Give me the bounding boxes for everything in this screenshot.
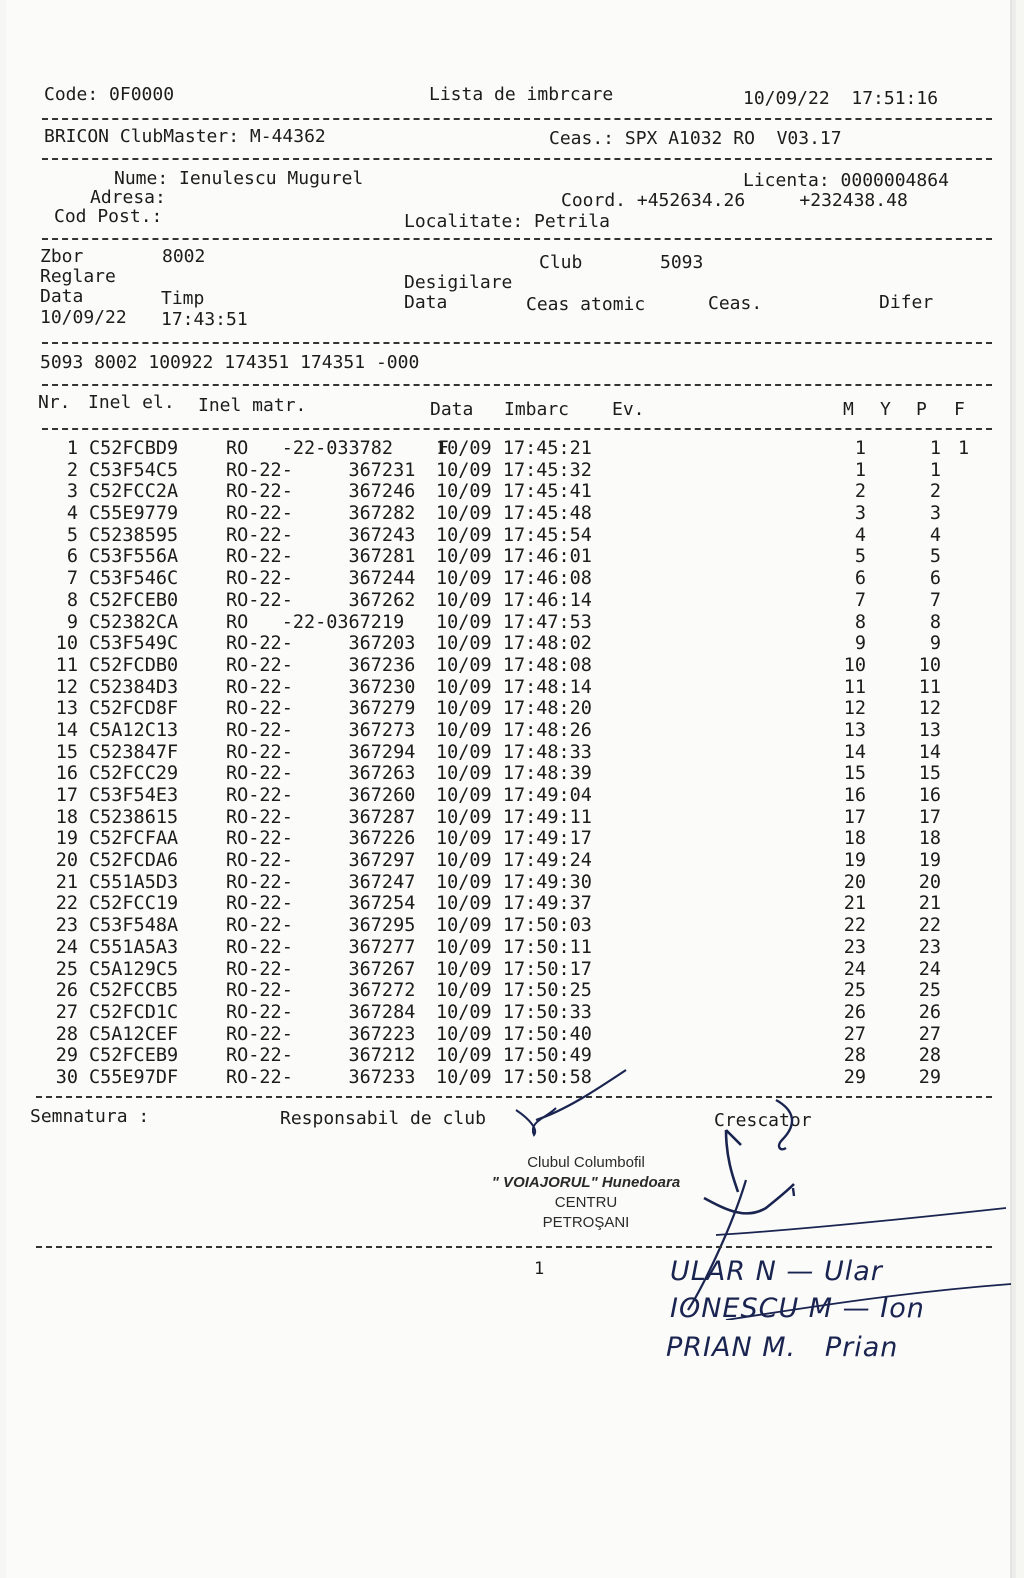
page-number: 1 (534, 1259, 545, 1279)
row-m: 2 (854, 481, 866, 503)
row-m: 15 (843, 763, 866, 785)
row-m: 25 (843, 980, 866, 1002)
row-registration-ring: RO-22- 367223 (226, 1023, 416, 1045)
row-p: 4 (929, 524, 941, 546)
row-p: 12 (918, 698, 941, 720)
row-nr: 17 (55, 785, 78, 806)
row-registration-ring: RO-22- 367260 (226, 785, 416, 806)
row-basket-datetime: 10/09 17:49:24 (436, 850, 592, 872)
table-row (6, 460, 1010, 482)
header-m: M (843, 399, 854, 420)
stamp-line-1: Clubul Columbofil (527, 1154, 645, 1171)
header-inel-matr: Inel matr. (198, 395, 307, 416)
row-basket-datetime: 10/09 17:50:40 (436, 1023, 592, 1045)
table-row (6, 807, 1010, 829)
row-m: 3 (854, 503, 866, 525)
row-registration-ring: RO-22- 367226 (226, 828, 416, 850)
row-nr: 5 (66, 524, 78, 546)
row-m: 5 (854, 546, 866, 568)
row-electronic-ring: C5A129C5 (89, 958, 179, 980)
row-registration-ring: RO-22- 367279 (226, 698, 416, 720)
row-m: 4 (854, 524, 866, 546)
row-nr: 15 (55, 741, 78, 763)
row-electronic-ring: C52FCD8F (89, 698, 179, 720)
row-registration-ring: RO-22- 367233 (226, 1066, 416, 1088)
table-row (6, 546, 1010, 568)
row-nr: 4 (66, 503, 78, 525)
row-basket-datetime: 10/09 17:47:53 (436, 611, 592, 633)
row-nr: 22 (55, 893, 78, 915)
header-nr: Nr. (38, 392, 71, 413)
zbor-value: 8002 (162, 246, 206, 267)
divider (42, 118, 992, 120)
row-m: 6 (854, 568, 866, 590)
row-m: 8 (854, 611, 866, 633)
header-f: F (954, 399, 965, 420)
handwritten-line-2: IONESCU M — Ion (670, 1293, 925, 1324)
handwritten-line-1: ULAR N — Ular (670, 1256, 883, 1287)
print-datetime: 10/09/22 17:51:16 (743, 88, 939, 109)
row-nr: 12 (55, 676, 78, 698)
row-electronic-ring: C55E97DF (89, 1066, 179, 1088)
row-p: 11 (918, 676, 941, 698)
row-registration-ring: RO-22- 367295 (226, 915, 416, 937)
row-basket-datetime: 10/09 17:45:48 (436, 503, 592, 525)
header-data: Data (430, 399, 474, 420)
row-p: 14 (918, 741, 941, 763)
divider (42, 384, 992, 386)
row-m: 14 (843, 741, 866, 763)
row-nr: 27 (55, 1001, 78, 1023)
row-nr: 18 (55, 806, 78, 828)
owner-locality: Localitate: Petrila (404, 211, 610, 232)
owner-coordinates: Coord. +452634.26 +232438.48 (561, 190, 908, 211)
breeder-label: Crescator (714, 1110, 812, 1131)
row-basket-datetime: 10/09 17:49:17 (436, 828, 592, 850)
desigilare-data-label: Data (404, 292, 448, 313)
row-registration-ring: RO-22- 367294 (226, 741, 416, 763)
table-row (6, 1024, 1010, 1046)
row-m: 29 (843, 1066, 866, 1088)
row-nr: 1 (66, 438, 78, 459)
table-row (6, 525, 1010, 547)
row-registration-ring: RO-22- 367272 (226, 980, 416, 1002)
row-registration-ring: RO-22- 367262 (226, 589, 416, 611)
row-m: 20 (843, 871, 866, 893)
row-electronic-ring: C52FCCB5 (89, 980, 179, 1002)
row-electronic-ring: C52FCEB9 (89, 1045, 179, 1067)
row-m: 18 (843, 828, 866, 850)
row-p: 17 (918, 806, 941, 828)
row-electronic-ring: C52384D3 (89, 676, 179, 698)
row-m: 11 (843, 676, 866, 698)
row-basket-datetime: 10/09 17:50:58 (436, 1066, 592, 1088)
row-m: 19 (843, 850, 866, 872)
handwritten-line-3: PRIAN M. Prian (666, 1332, 899, 1363)
basketing-table (6, 438, 1010, 1089)
row-basket-datetime: 10/09 17:46:01 (436, 546, 592, 568)
row-p: 3 (929, 503, 941, 525)
row-nr: 23 (55, 915, 78, 937)
row-registration-ring: RO-22- 367284 (226, 1001, 416, 1023)
row-basket-datetime: 10/09 17:50:17 (436, 958, 592, 980)
row-basket-datetime: 10/09 17:50:33 (436, 1001, 592, 1023)
row-p: 6 (929, 568, 941, 590)
row-nr: 8 (66, 589, 78, 611)
row-p: 22 (918, 915, 941, 937)
stamp-line-4: PETROŞANI (542, 1214, 630, 1231)
table-row (6, 503, 1010, 525)
row-p: 1 (929, 459, 941, 481)
row-electronic-ring: C52FCC19 (89, 893, 179, 915)
row-m: 23 (843, 936, 866, 958)
reglare-label: Reglare (40, 266, 116, 287)
owner-name: Nume: Ienulescu Mugurel (114, 168, 364, 189)
row-p: 28 (918, 1045, 941, 1067)
row-registration-ring: RO-22- 367254 (226, 893, 416, 915)
row-p: 5 (929, 546, 941, 568)
header-imbarc: Imbarc (504, 399, 570, 420)
row-m: 28 (843, 1045, 866, 1067)
row-p: 27 (918, 1023, 941, 1045)
reglare-time: 17:43:51 (161, 309, 248, 330)
row-registration-ring: RO-22- 367236 (226, 654, 416, 676)
row-nr: 24 (55, 936, 78, 958)
row-nr: 10 (55, 633, 78, 655)
table-row (6, 481, 1010, 503)
signature-label: Semnatura : (30, 1106, 150, 1127)
clock-id: Ceas.: SPX A1032 RO V03.17 (549, 128, 842, 149)
row-p: 29 (918, 1066, 941, 1088)
row-m: 21 (843, 893, 866, 915)
row-m: 17 (843, 806, 866, 828)
club-responsible-label: Responsabil de club (280, 1108, 486, 1129)
row-registration-ring: RO-22- 367212 (226, 1045, 416, 1067)
row-registration-ring: RO-22- 367267 (226, 958, 416, 980)
divider (42, 238, 992, 240)
header-ev: Ev. (612, 399, 645, 420)
row-f: 1 (958, 438, 970, 459)
row-m: 24 (843, 958, 866, 980)
row-registration-ring: RO -22-033782 F (226, 438, 449, 459)
data-label: Data (40, 286, 84, 307)
row-m: 10 (843, 654, 866, 676)
row-electronic-ring: C52FCDA6 (89, 850, 179, 872)
row-p: 7 (929, 589, 941, 611)
table-row (6, 828, 1010, 850)
row-basket-datetime: 10/09 17:50:25 (436, 980, 592, 1002)
row-registration-ring: RO-22- 367247 (226, 871, 416, 893)
club-value: 5093 (660, 252, 704, 273)
table-row (6, 568, 1010, 590)
table-row (6, 438, 1010, 460)
row-basket-datetime: 10/09 17:50:03 (436, 915, 592, 937)
table-row (6, 720, 1010, 742)
row-p: 13 (918, 719, 941, 741)
row-m: 12 (843, 698, 866, 720)
owner-license: Licenta: 0000004864 (743, 170, 949, 191)
table-row (6, 742, 1010, 764)
row-electronic-ring: C53F54E3 (89, 785, 179, 806)
row-p: 9 (929, 633, 941, 655)
row-registration-ring: RO-22- 367230 (226, 676, 416, 698)
row-electronic-ring: C52382CA (89, 611, 179, 633)
table-row (6, 850, 1010, 872)
table-row (6, 590, 1010, 612)
owner-address: Adresa: (90, 187, 166, 208)
row-electronic-ring: C52FCFAA (89, 828, 179, 850)
row-p: 8 (929, 611, 941, 633)
stamp-line-3: CENTRU (554, 1194, 618, 1211)
row-basket-datetime: 10/09 17:49:04 (436, 785, 592, 806)
table-row (6, 785, 1010, 807)
row-registration-ring: RO-22- 367203 (226, 633, 416, 655)
row-basket-datetime: 10/09 17:50:11 (436, 936, 592, 958)
row-electronic-ring: C53F549C (89, 633, 179, 655)
row-registration-ring: RO-22- 367244 (226, 568, 416, 590)
row-nr: 3 (66, 481, 78, 503)
row-registration-ring: RO-22- 367282 (226, 503, 416, 525)
timp-label: Timp (161, 288, 205, 309)
document-title: Lista de imbrcare (429, 84, 614, 105)
row-p: 10 (918, 654, 941, 676)
row-p: 21 (918, 893, 941, 915)
row-basket-datetime: 10/09 17:48:39 (436, 763, 592, 785)
row-registration-ring: RO -22-0367219 (226, 611, 405, 633)
row-basket-datetime: 10/09 17:48:08 (436, 654, 592, 676)
row-electronic-ring: C53F556A (89, 546, 179, 568)
stamp-line-2: " VOIAJORUL" Hunedoara (491, 1174, 681, 1191)
header-y: Y (880, 399, 891, 420)
table-row (6, 633, 1010, 655)
row-m: 16 (843, 785, 866, 806)
table-row (6, 872, 1010, 894)
row-basket-datetime: 10/09 17:46:08 (436, 568, 592, 590)
row-nr: 7 (66, 568, 78, 590)
row-electronic-ring: C52FCC29 (89, 763, 179, 785)
row-nr: 11 (55, 654, 78, 676)
row-m: 13 (843, 719, 866, 741)
row-nr: 28 (55, 1023, 78, 1045)
row-basket-datetime: 10/09 17:49:30 (436, 871, 592, 893)
printed-sheet (6, 0, 1010, 1578)
table-row (6, 1002, 1010, 1024)
row-electronic-ring: C52FCDB0 (89, 654, 179, 676)
row-electronic-ring: C55E9779 (89, 503, 179, 525)
table-row (6, 698, 1010, 720)
table-row (6, 937, 1010, 959)
row-p: 24 (918, 958, 941, 980)
table-row (6, 893, 1010, 915)
row-electronic-ring: C53F548A (89, 915, 179, 937)
row-nr: 21 (55, 871, 78, 893)
divider (42, 158, 992, 160)
row-registration-ring: RO-22- 367243 (226, 524, 416, 546)
header-inel-el: Inel el. (88, 392, 175, 413)
divider (42, 342, 992, 344)
row-basket-datetime: 10/09 17:48:02 (436, 633, 592, 655)
row-electronic-ring: C5A12C13 (89, 719, 179, 741)
ceas-atomic-label: Ceas atomic (526, 294, 646, 315)
code-label: Code: 0F0000 (44, 84, 175, 105)
club-label: Club (539, 252, 583, 273)
row-electronic-ring: C53F546C (89, 568, 179, 590)
row-p: 19 (918, 850, 941, 872)
row-electronic-ring: C52FCEB0 (89, 589, 179, 611)
row-electronic-ring: C5A12CEF (89, 1023, 179, 1045)
row-electronic-ring: C5238595 (89, 524, 179, 546)
divider (36, 1246, 992, 1248)
table-row (6, 655, 1010, 677)
zbor-label: Zbor (40, 246, 84, 267)
flight-code-line: 5093 8002 100922 174351 174351 -000 (40, 352, 420, 373)
row-p: 1 (929, 438, 941, 459)
row-basket-datetime: 10/09 17:45:41 (436, 481, 592, 503)
row-m: 26 (843, 1001, 866, 1023)
row-m: 1 (854, 438, 866, 459)
row-registration-ring: RO-22- 367273 (226, 719, 416, 741)
owner-postal-code: Cod Post.: (54, 206, 163, 227)
row-electronic-ring: C551A5A3 (89, 936, 179, 958)
table-row (6, 980, 1010, 1002)
row-registration-ring: RO-22- 367246 (226, 481, 416, 503)
row-registration-ring: RO-22- 367297 (226, 850, 416, 872)
row-basket-datetime: 10/09 17:48:20 (436, 698, 592, 720)
row-electronic-ring: C52FCD1C (89, 1001, 179, 1023)
row-registration-ring: RO-22- 367281 (226, 546, 416, 568)
row-nr: 29 (55, 1045, 78, 1067)
row-basket-datetime: 10/09 17:48:33 (436, 741, 592, 763)
row-basket-datetime: 10/09 17:46:14 (436, 589, 592, 611)
row-registration-ring: RO-22- 367263 (226, 763, 416, 785)
row-registration-ring: RO-22- 367277 (226, 936, 416, 958)
row-m: 27 (843, 1023, 866, 1045)
row-p: 20 (918, 871, 941, 893)
row-basket-datetime: 10/09 17:45:54 (436, 524, 592, 546)
table-row (6, 763, 1010, 785)
row-nr: 14 (55, 719, 78, 741)
desigilare-label: Desigilare (404, 272, 513, 293)
row-p: 18 (918, 828, 941, 850)
row-nr: 19 (55, 828, 78, 850)
row-nr: 26 (55, 980, 78, 1002)
row-electronic-ring: C52FCC2A (89, 481, 179, 503)
row-p: 15 (918, 763, 941, 785)
row-nr: 30 (55, 1066, 78, 1088)
divider (42, 428, 992, 430)
row-basket-datetime: 10/09 17:50:49 (436, 1045, 592, 1067)
row-m: 1 (854, 459, 866, 481)
row-nr: 25 (55, 958, 78, 980)
table-row (6, 612, 1010, 634)
row-electronic-ring: C53F54C5 (89, 459, 179, 481)
row-m: 22 (843, 915, 866, 937)
row-basket-datetime: 10/09 17:49:37 (436, 893, 592, 915)
row-nr: 2 (66, 459, 78, 481)
table-row (6, 915, 1010, 937)
row-p: 16 (918, 785, 941, 806)
header-p: P (916, 399, 927, 420)
row-basket-datetime: 10/09 17:48:26 (436, 719, 592, 741)
row-basket-datetime: 10/09 17:45:32 (436, 459, 592, 481)
row-electronic-ring: C5238615 (89, 806, 179, 828)
row-electronic-ring: C52FCBD9 (89, 438, 179, 459)
ceas-label: Ceas. (708, 293, 763, 314)
table-row (6, 959, 1010, 981)
clubmaster-id: BRICON ClubMaster: M-44362 (44, 126, 326, 147)
row-p: 23 (918, 936, 941, 958)
row-nr: 9 (66, 611, 78, 633)
row-nr: 6 (66, 546, 78, 568)
row-electronic-ring: C551A5D3 (89, 871, 179, 893)
row-registration-ring: RO-22- 367231 (226, 459, 416, 481)
row-registration-ring: RO-22- 367287 (226, 806, 416, 828)
row-p: 25 (918, 980, 941, 1002)
difer-label: Difer (879, 292, 934, 313)
row-basket-datetime: 10/09 17:48:14 (436, 676, 592, 698)
row-p: 2 (929, 481, 941, 503)
row-electronic-ring: C523847F (89, 741, 179, 763)
row-m: 7 (854, 589, 866, 611)
reglare-date: 10/09/22 (40, 307, 127, 328)
row-nr: 13 (55, 698, 78, 720)
row-basket-datetime: 10/09 17:45:21 (436, 438, 592, 459)
row-nr: 20 (55, 850, 78, 872)
row-nr: 16 (55, 763, 78, 785)
row-m: 9 (854, 633, 866, 655)
row-basket-datetime: 10/09 17:49:11 (436, 806, 592, 828)
table-row (6, 677, 1010, 699)
row-p: 26 (918, 1001, 941, 1023)
